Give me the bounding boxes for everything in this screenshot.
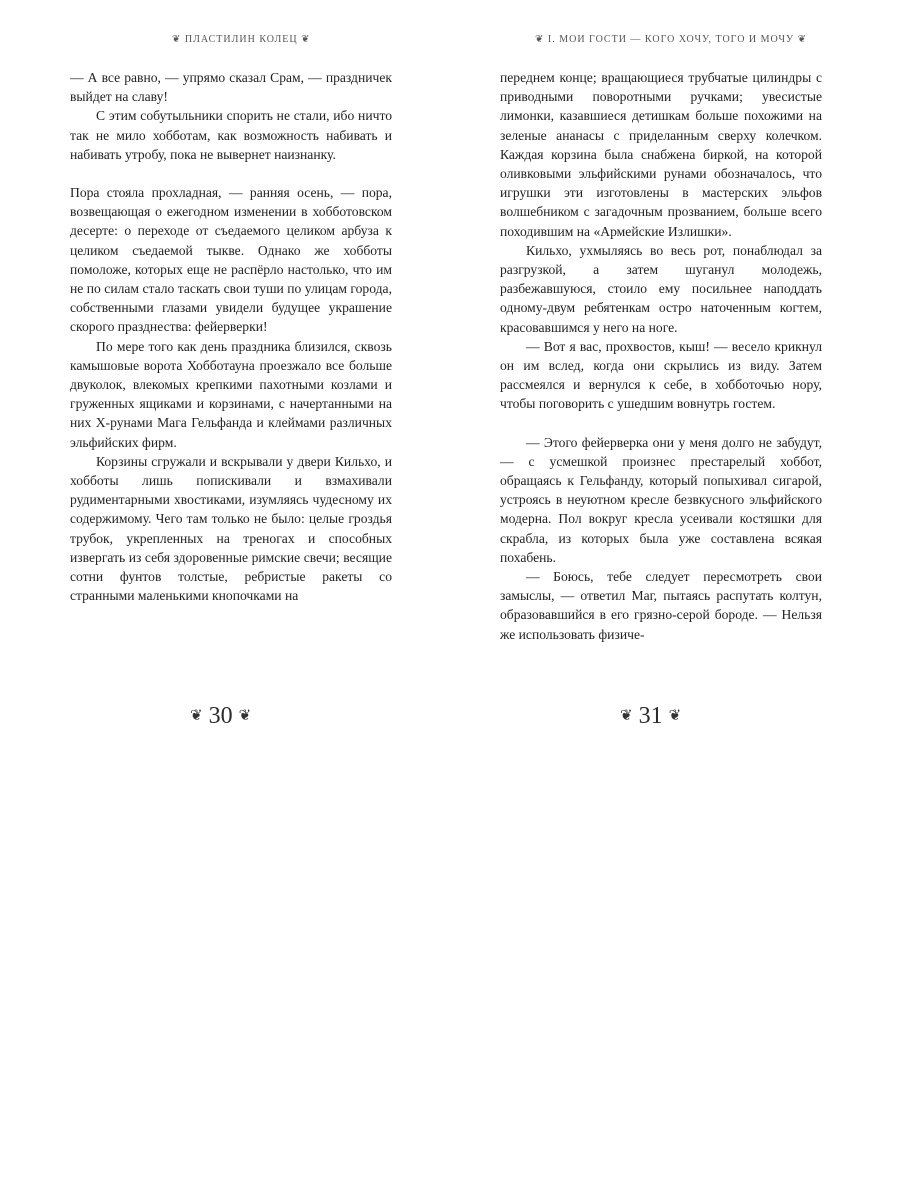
- fleuron-ornament-icon: ❦: [238, 708, 252, 724]
- right-page-number-text: 31: [638, 703, 663, 729]
- paragraph: — Вот я вас, прохвостов, кыш! — весело крикнул он им вслед, когда они скрылись из виду. Затем рассмеялся и вернулся к себе, в хобботочью нору, чтобы поговорить с ушедшим вовнутрь гостем.: [500, 338, 822, 412]
- paragraph: — Боюсь, тебе следует пересмотреть свои замыслы, — ответил Маг, пытаясь распутать колтун, образовавшийся в его грязно-серой бороде. — Нельзя же использовать физиче-: [500, 569, 822, 642]
- right-running-head-text: I. МОИ ГОСТИ — КОГО ХОЧУ, ТОГО И МОЧУ: [547, 34, 795, 45]
- right-running-head: [535, 34, 807, 45]
- paragraph: Кильхо, ухмыляясь во весь рот, понаблюдал за разгрузкой, а затем шуганул молодежь, разбежавшуюся, стоило ему посильнее наподдать одному-двум ребятенкам остро наточенным когтем, красовавшимся у него на ноге.: [500, 242, 822, 335]
- paragraph: По мере того как день праздника близился, сквозь камышовые ворота Хобботауна проезжало все больше двуколок, влекомых крепкими пахотными козлами и груженных ящиками и корзинами, с начертанными на них Х-рунами Мага Гельфанда и клеймами различных эльфийских фирм.: [70, 338, 392, 450]
- fleuron-ornament-icon: ❦: [620, 708, 633, 724]
- fleuron-ornament-icon: ❦: [301, 34, 311, 45]
- paragraph: С этим собутыльники спорить не стали, ибо ничто так не мило хобботам, как возможность набивать и набивать утробу, пока не вывернет наизнанку.: [70, 108, 392, 162]
- paragraph: Пора стояла прохладная, — ранняя осень, — пора, возвещающая о ежегодном изменении в хобботовском десерте: о переходе от съедаемого целиком арбуза к целиком съедаемой тыкве. Однако же хобботы помоложе, которых еще не распёрло настолько, что им не по силам стало таскать свои туши по улицам города, собственными глазами увидели будущее украшение скорого празднества: фейерверки!: [70, 185, 392, 335]
- paragraph: переднем конце; вращающиеся трубчатые цилиндры с приводными поворотными ручками; увесистые лимонки, казавшиеся детишкам больше похожими на зеленые ананасы с приделанным сверху колечком. Каждая корзина была снабжена биркой, на которой оливковыми эльфийскими рунами обозначалось, что игрушки эти изготовлены в мастерских эльфов волшебником с загадочным прозванием, больше всего походившим на «Армейские Излишки».: [500, 70, 822, 239]
- left-running-head-text: ПЛАСТИЛИН КОЛЕЦ: [184, 34, 298, 45]
- paragraph: — А все равно, — упрямо сказал Срам, — праздничек выйдет на славу!: [70, 70, 392, 105]
- right-page-body: [500, 68, 822, 644]
- fleuron-ornament-icon: ❦: [668, 708, 682, 724]
- left-page-number-text: 30: [208, 703, 233, 729]
- paragraph: Корзины сгружали и вскрывали у двери Кильхо, и хобботы лишь попискивали и взмахивали рудиментарными хвостиками, изумляясь чудесному их содержимому. Чего там только не было: целые гроздья трубок, укрепленных на треногах и способных извергать из себя здоровенные римские свечи; весящие сотни фунтов толстые, ребристые ракеты со странными маленькими кнопочками на: [70, 453, 392, 604]
- right-page: [450, 0, 900, 760]
- left-page-body: [70, 68, 392, 605]
- right-page-number: [620, 703, 681, 730]
- fleuron-ornament-icon: ❦: [535, 34, 545, 45]
- fleuron-ornament-icon: ❦: [797, 34, 807, 45]
- fleuron-ornament-icon: ❦: [172, 34, 182, 45]
- fleuron-ornament-icon: ❦: [190, 708, 203, 724]
- left-page: [0, 0, 450, 760]
- left-page-number: [190, 703, 251, 730]
- paragraph: — Этого фейерверка они у меня долго не забудут, — с усмешкой произнес престарелый хоббот, обращаясь к Гельфанду, который попыхивал сигарой, устроясь в неуютном кресле безвкусного эльфийского модерна. Пол вокруг кресла усеивали костяшки для скрабла, из которых была уже составлена всякая похабень.: [500, 434, 822, 565]
- left-running-head: [172, 34, 311, 45]
